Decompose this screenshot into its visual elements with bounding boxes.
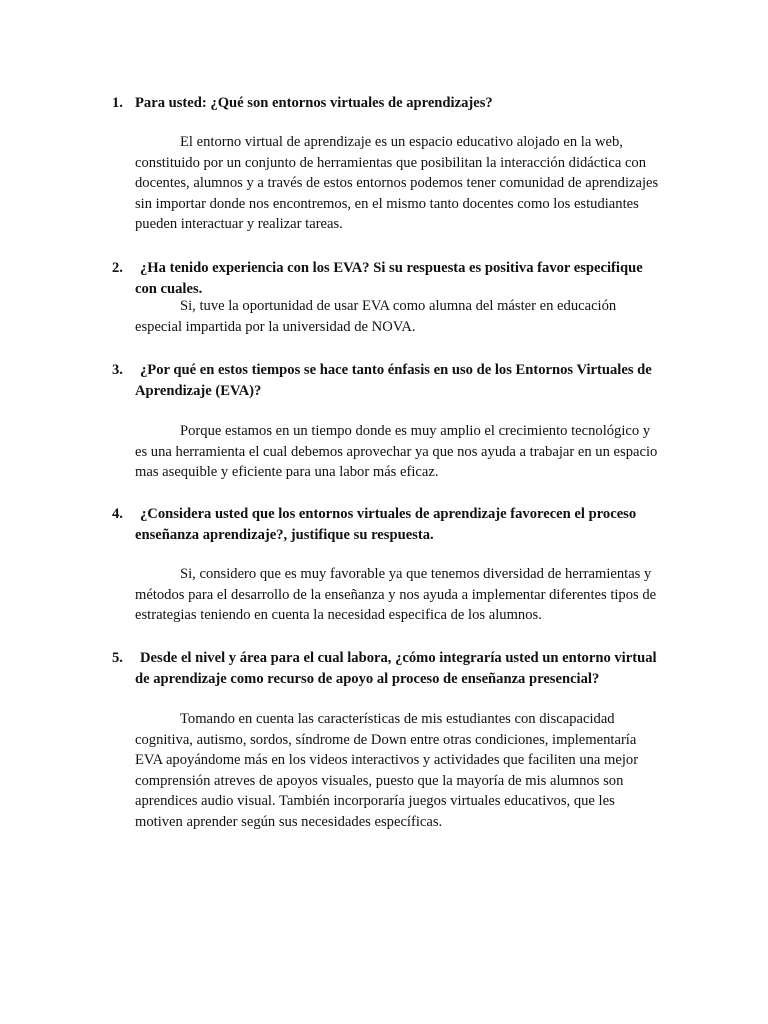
answer-line: cognitiva, autismo, sordos, síndrome de Down entre otras condiciones, implementaría [135,731,637,748]
question-line: ¿Ha tenido experiencia con los EVA? Si su respuesta es positiva favor especifique [140,260,643,276]
answer-paragraph [135,296,683,337]
answer-line: estrategias teniendo en cuenta la necesidad especifica de los alumnos. [135,607,542,624]
answer-line: pueden interactuar y realizar tareas. [135,216,343,233]
answer-line: aprendices audio visual. También incorporaría juegos virtuales educativos, que les [135,793,615,810]
question-text [135,504,668,546]
question-number: 4. [112,506,123,522]
answer-line: Porque estamos en un tiempo donde es muy amplio el crecimiento tecnológico y [180,423,651,439]
question-number: 2. [112,260,123,276]
answer-line: sin importar donde nos encontremos, en el mismo tanto docentes como los estudiantes [135,195,639,212]
question-line: con cuales. [135,281,203,297]
question-line: Aprendizaje (EVA)? [135,383,262,399]
answer-line: Tomando en cuenta las características de mis estudiantes con discapacidad [180,711,615,727]
question-line: enseñanza aprendizaje?, justifique su respuesta. [135,527,434,543]
answer-paragraph [135,564,683,626]
question-text [135,360,668,402]
answer-line: El entorno virtual de aprendizaje es un espacio educativo alojado en la web, [180,134,623,150]
answer-line: EVA apoyándome más en los videos interactivos y actividades que faciliten una mejor [135,752,639,769]
question-text [135,93,668,114]
question-line: ¿Considera usted que los entornos virtuales de aprendizaje favorecen el proceso [140,506,637,522]
question-text [135,258,668,300]
answer-line: mas asequible y eficiente para una labor más eficaz. [135,464,439,481]
answer-line: docentes, alumnos y a través de estos entornos podemos tener comunidad de aprendizajes [135,175,659,192]
answer-line: métodos para el desarrollo de la enseñanza y nos ayuda a implementar diferentes tipos de [135,586,657,603]
answer-line: comprensión atreves de apoyos visuales, puesto que la mayoría de mis alumnos son [135,772,624,789]
question-line: Para usted: ¿Qué son entornos virtuales de aprendizajes? [135,95,493,111]
question-line: Desde el nivel y área para el cual labora, ¿cómo integraría usted un entorno virtual [140,650,657,666]
answer-line: es una herramienta el cual debemos aprovechar ya que nos ayuda a trabajar en un espacio [135,443,658,460]
question-line: ¿Por qué en estos tiempos se hace tanto énfasis en uso de los Entornos Virtuales de [140,362,652,378]
answer-line: especial impartida por la universidad de NOVA. [135,318,416,335]
answer-line: Si, tuve la oportunidad de usar EVA como alumna del máster en educación [180,298,617,314]
question-line: de aprendizaje como recurso de apoyo al proceso de enseñanza presencial? [135,671,600,687]
answer-line: Si, considero que es muy favorable ya que tenemos diversidad de herramientas y [180,566,652,582]
answer-paragraph [135,132,683,235]
question-number: 3. [112,362,123,378]
question-number: 5. [112,650,123,666]
answer-paragraph [135,421,683,483]
answer-line: motiven aprender según sus necesidades específicas. [135,813,443,830]
question-text [135,648,668,690]
answer-paragraph [135,709,683,833]
question-number: 1. [112,95,123,111]
answer-line: constituido por un conjunto de herramientas que posibilitan la interacción didáctica con [135,154,647,171]
